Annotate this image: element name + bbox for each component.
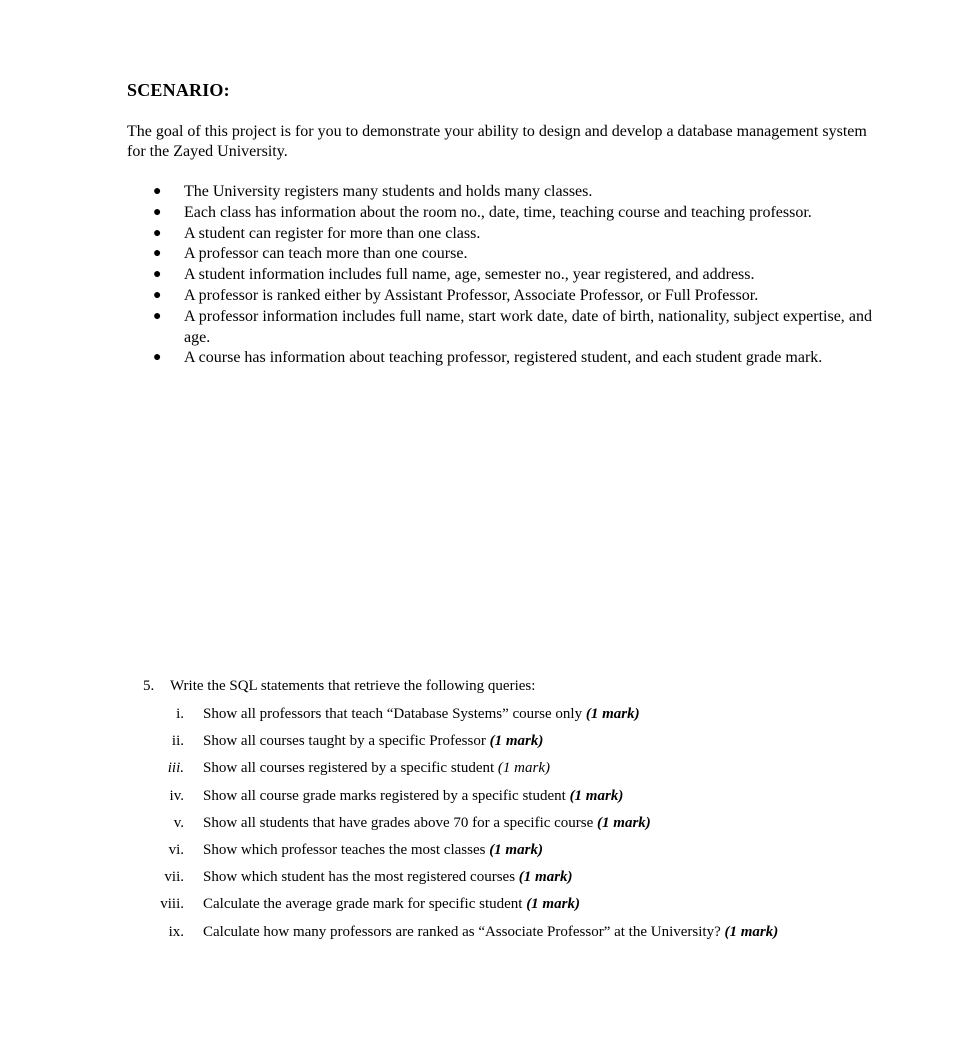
query-item bbox=[140, 759, 900, 786]
query-line bbox=[203, 732, 543, 750]
bullet-dot-icon: ● bbox=[153, 350, 162, 366]
scenario-intro: The goal of this project is for you to demonstrate your ability to design and develop a database management system for the Zayed University. bbox=[127, 123, 867, 160]
query-mark: (1 mark) bbox=[569, 787, 624, 804]
query-item bbox=[140, 868, 900, 895]
query-text: Calculate how many professors are ranked as “Associate Professor” at the University? bbox=[203, 923, 721, 940]
bullet-item bbox=[152, 203, 872, 224]
bullet-text: The University registers many students and holds many classes. bbox=[184, 183, 593, 200]
query-text: Show all students that have grades above 70 for a specific course bbox=[203, 814, 594, 831]
query-line bbox=[203, 814, 651, 832]
query-list bbox=[140, 705, 900, 950]
bullet-text: A student information includes full name, age, semester no., year registered, and address. bbox=[184, 266, 755, 284]
scenario-bullet-list bbox=[152, 182, 872, 369]
query-mark: (1 mark) bbox=[497, 760, 550, 777]
bullet-item bbox=[152, 348, 872, 369]
query-mark: (1 mark) bbox=[489, 841, 543, 858]
scenario-heading: SCENARIO: bbox=[127, 80, 230, 100]
bullet-text: A professor can teach more than one course. bbox=[184, 245, 468, 263]
bullet-item bbox=[152, 286, 872, 307]
query-numeral: iv. bbox=[169, 787, 184, 804]
query-text: Show all courses taught by a specific Professor bbox=[203, 733, 486, 750]
question-number: 5. bbox=[143, 678, 155, 694]
query-text: Show all professors that teach “Database Systems” course only bbox=[203, 706, 583, 722]
query-line bbox=[203, 759, 550, 777]
query-item bbox=[140, 923, 900, 950]
bullet-text: A professor information includes full name, start work date, date of birth, nationality, subject expertise, and age. bbox=[184, 307, 872, 346]
bullet-item bbox=[152, 307, 872, 349]
query-line bbox=[203, 895, 580, 913]
query-item bbox=[140, 705, 900, 732]
query-item bbox=[140, 841, 900, 868]
query-line bbox=[203, 705, 640, 723]
query-mark: (1 mark) bbox=[597, 814, 651, 831]
question-heading bbox=[143, 677, 535, 695]
bullet-dot-icon: ● bbox=[153, 184, 162, 199]
bullet-dot-icon: ● bbox=[153, 225, 162, 241]
query-numeral: ii. bbox=[171, 733, 184, 750]
query-numeral: iii. bbox=[167, 760, 184, 777]
query-item bbox=[140, 895, 900, 922]
query-text: Show which student has the most registered courses bbox=[203, 869, 516, 886]
bullet-text: A professor is ranked either by Assistant Professor, Associate Professor, or Full Professor. bbox=[184, 286, 759, 304]
bullet-item bbox=[152, 182, 872, 203]
query-mark: (1 mark) bbox=[724, 923, 779, 940]
query-mark: (1 mark) bbox=[585, 706, 640, 722]
query-mark: (1 mark) bbox=[526, 896, 580, 913]
query-item bbox=[140, 814, 900, 841]
query-text: Calculate the average grade mark for specific student bbox=[203, 896, 523, 913]
query-text: Show all courses registered by a specific student bbox=[203, 760, 495, 777]
bullet-dot-icon: ● bbox=[153, 267, 162, 283]
query-numeral: viii. bbox=[160, 896, 184, 913]
query-line bbox=[203, 787, 623, 805]
query-numeral: vi. bbox=[168, 841, 184, 858]
question-prompt: Write the SQL statements that retrieve the following queries: bbox=[170, 678, 536, 694]
bullet-item bbox=[152, 244, 872, 265]
bullet-text: Each class has information about the room no., date, time, teaching course and teaching professor. bbox=[184, 203, 812, 221]
query-numeral: i. bbox=[176, 706, 184, 722]
query-numeral: vii. bbox=[164, 869, 184, 886]
query-item bbox=[140, 787, 900, 814]
bullet-dot-icon: ● bbox=[153, 308, 162, 324]
bullet-dot-icon: ● bbox=[153, 246, 162, 262]
query-text: Show which professor teaches the most classes bbox=[203, 841, 486, 858]
query-line bbox=[203, 923, 778, 941]
query-item bbox=[140, 732, 900, 759]
bullet-item bbox=[152, 265, 872, 286]
query-line bbox=[203, 868, 573, 886]
query-mark: (1 mark) bbox=[518, 869, 573, 886]
bullet-dot-icon: ● bbox=[153, 204, 162, 220]
bullet-text: A student can register for more than one class. bbox=[184, 224, 481, 242]
query-line bbox=[203, 841, 543, 859]
bullet-dot-icon: ● bbox=[153, 287, 162, 303]
bullet-text: A course has information about teaching professor, registered student, and each student grade mark. bbox=[184, 349, 823, 367]
bullet-item bbox=[152, 224, 872, 245]
query-numeral: v. bbox=[173, 814, 184, 831]
query-text: Show all course grade marks registered by a specific student bbox=[203, 787, 566, 804]
query-numeral: ix. bbox=[168, 923, 184, 940]
query-mark: (1 mark) bbox=[489, 733, 544, 750]
